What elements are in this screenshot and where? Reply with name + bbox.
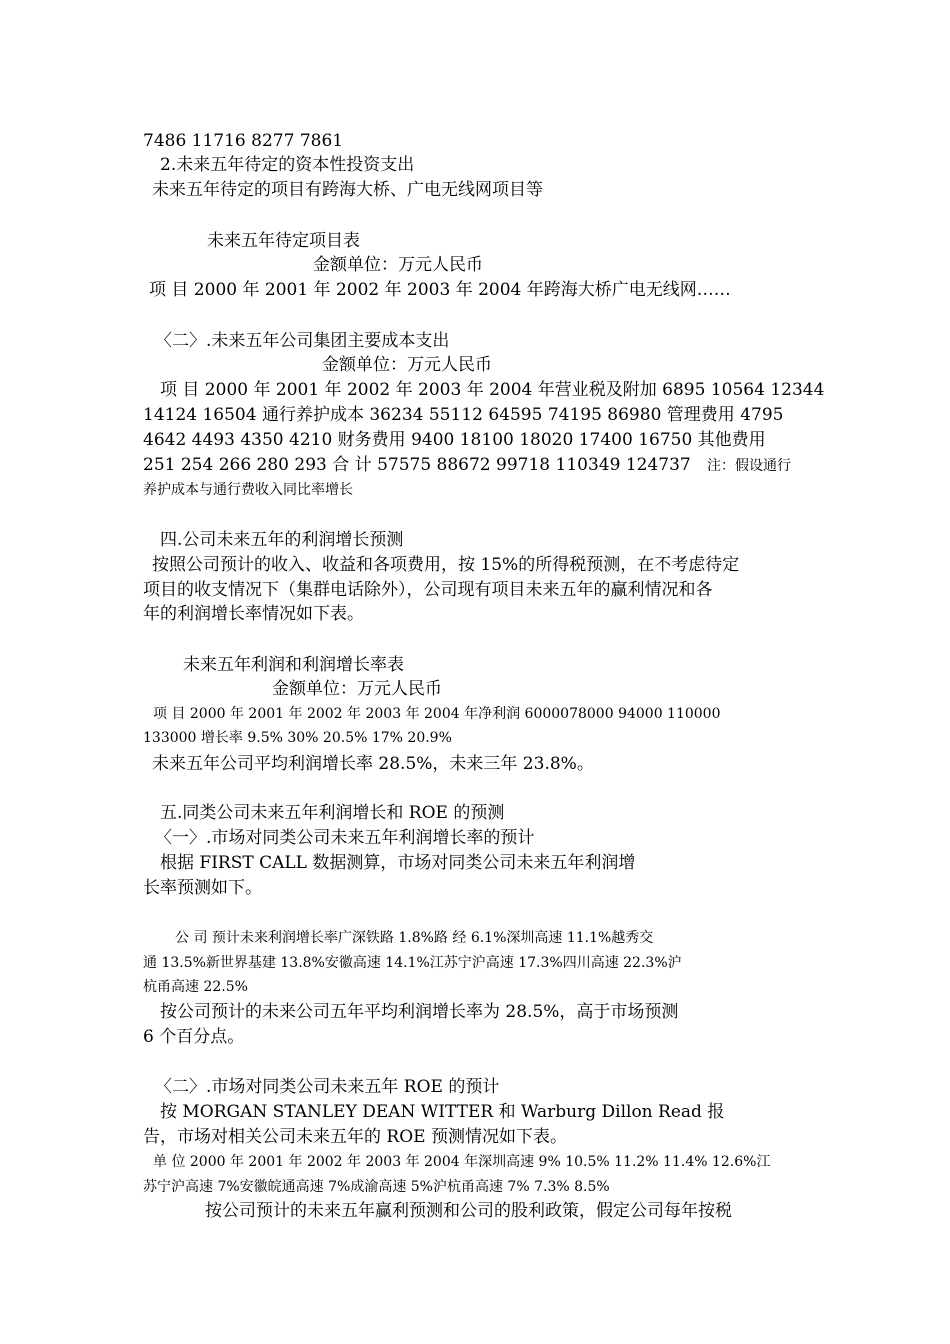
section-heading-cost: 〈二〉.未来五年公司集团主要成本支出 <box>155 331 450 351</box>
text-line-28: 公 司 预计未来利润增长率广深铁路 1.8%路 经 6.1%深圳高速 11.1%越秀交 <box>175 930 654 946</box>
table-title-profit: 未来五年利润和利润增长率表 <box>183 655 404 675</box>
unit-label-1: 金额单位：万元人民币 <box>313 255 483 275</box>
text-line-6: 项 目 2000 年 2001 年 2002 年 2003 年 2004 年跨海大桥广电无线网…… <box>149 280 731 300</box>
sub-heading-2: 〈二〉.市场对同类公司未来五年 ROE 的预计 <box>155 1077 500 1097</box>
text-line-31: 按公司预计的未来公司五年平均利润增长率为 28.5%，高于市场预测 <box>160 1002 679 1022</box>
text-line-29: 通 13.5%新世界基建 13.8%安徽高速 14.1%江苏宁沪高速 17.3%四川高速 22.3%沪 <box>143 955 682 971</box>
text-line-37: 苏宁沪高速 7%安徽皖通高速 7%成渝高速 5%沪杭甬高速 7% 7.3% 8.5% <box>143 1179 610 1195</box>
text-line-9: 项 目 2000 年 2001 年 2002 年 2003 年 2004 年营业税及附加 6895 10564 12344 <box>160 380 825 400</box>
text-line-2: 2.未来五年待定的资本性投资支出 <box>160 155 415 175</box>
text-line-21: 项 目 2000 年 2001 年 2002 年 2003 年 2004 年净利润 6000078000 94000 110000 <box>153 706 721 722</box>
text-line-35: 告，市场对相关公司未来五年的 ROE 预测情况如下表。 <box>143 1127 567 1147</box>
text-line-36: 单 位 2000 年 2001 年 2002 年 2003 年 2004 年深圳高速 9% 10.5% 11.2% 11.4% 12.6%江 <box>153 1154 771 1170</box>
note-text-cont: 养护成本与通行费收入同比率增长 <box>143 482 353 498</box>
text-line-18: 年的利润增长率情况如下表。 <box>143 604 364 624</box>
text-line-32: 6 个百分点。 <box>143 1027 245 1047</box>
unit-label-2: 金额单位：万元人民币 <box>322 355 492 375</box>
text-line-12: 251 254 266 280 293 合 计 57575 88672 99718 110349 124737 <box>143 455 691 475</box>
text-line-26: 根据 FIRST CALL 数据测算，市场对同类公司未来五年利润增 <box>160 853 636 873</box>
note-text: 注：假设通行 <box>707 458 791 474</box>
text-line-27: 长率预测如下。 <box>143 878 262 898</box>
text-line-16: 按照公司预计的收入、收益和各项费用，按 15%的所得税预测，在不考虑待定 <box>152 555 740 575</box>
text-line-17: 项目的收支情况下（集群电话除外），公司现有项目未来五年的赢利情况和各 <box>143 580 713 600</box>
section-heading-5: 五.同类公司未来五年利润增长和 ROE 的预测 <box>160 803 505 823</box>
unit-label-3: 金额单位：万元人民币 <box>272 679 442 699</box>
table-title-pending-projects: 未来五年待定项目表 <box>207 231 360 251</box>
text-line-3: 未来五年待定的项目有跨海大桥、广电无线网项目等 <box>152 180 543 200</box>
text-line-1: 7486 11716 8277 7861 <box>143 131 344 151</box>
text-line-34: 按 MORGAN STANLEY DEAN WITTER 和 Warburg Dillon Read 报 <box>160 1102 725 1122</box>
section-heading-4: 四.公司未来五年的利润增长预测 <box>160 530 404 550</box>
text-line-30: 杭甬高速 22.5% <box>143 979 248 995</box>
text-line-38: 按公司预计的未来五年赢利预测和公司的股利政策，假定公司每年按税 <box>205 1201 732 1221</box>
text-line-11: 4642 4493 4350 4210 财务费用 9400 18100 18020 17400 16750 其他费用 <box>143 430 766 450</box>
text-line-22: 133000 增长率 9.5% 30% 20.5% 17% 20.9% <box>143 730 452 746</box>
sub-heading-1: 〈一〉.市场对同类公司未来五年利润增长率的预计 <box>155 828 535 848</box>
text-line-23: 未来五年公司平均利润增长率 28.5%，未来三年 23.8%。 <box>152 754 594 774</box>
text-line-10: 14124 16504 通行养护成本 36234 55112 64595 74195 86980 管理费用 4795 <box>143 405 784 425</box>
